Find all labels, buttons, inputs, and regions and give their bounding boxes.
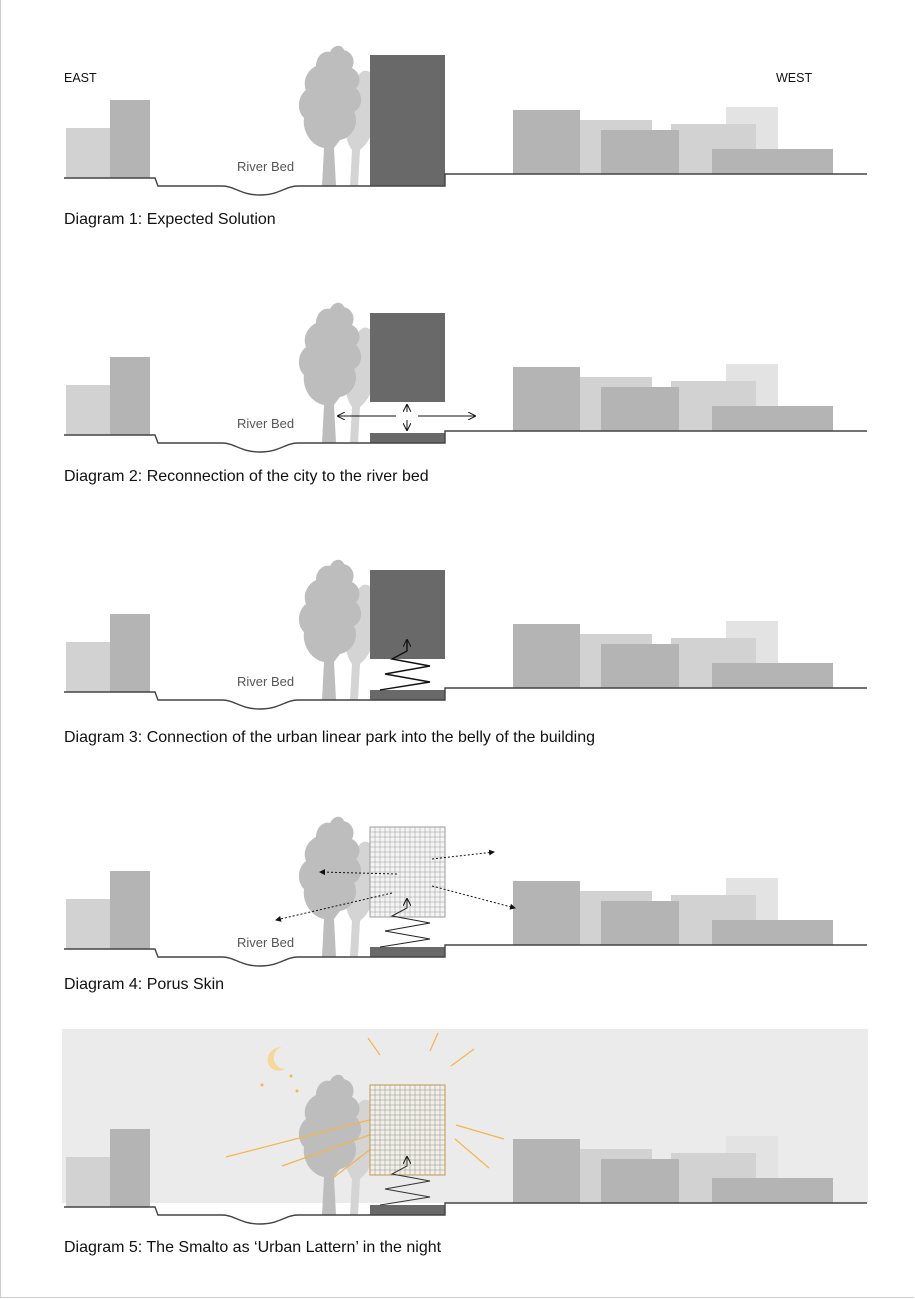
west-building-mid-3 [712,1178,833,1203]
west-building-mid-1 [513,110,580,174]
east-building-tall [110,614,150,692]
east-building-tall [110,357,150,435]
east-building-low [66,128,110,178]
diagram-2 [0,257,915,477]
diagram-1-caption: Diagram 1: Expected Solution [64,211,276,228]
ground-line [64,688,867,709]
east-building-tall [110,871,150,949]
west-building-mid-3 [712,663,833,688]
west-building-mid-1 [513,367,580,431]
diagram-3-caption: Diagram 3: Connection of the urban linear park into the belly of the building [64,729,595,746]
ground-line [64,431,867,452]
tower-upper [370,313,445,402]
river-bed-label: River Bed [237,935,295,950]
river-bed-label: River Bed [237,416,295,431]
west-building-mid-2 [601,901,679,945]
diagram-4-caption: Diagram 4: Porus Skin [64,976,225,993]
west-building-mid-1 [513,624,580,688]
section-drawing-2 [0,257,915,477]
west-building-mid-1 [513,881,580,945]
diagram-5 [0,1029,915,1249]
diagram-2-caption: Diagram 2: Reconnection of the city to the river bed [64,468,429,485]
tower-base [370,433,445,443]
west-building-mid-3 [712,920,833,945]
section-drawing-1 [0,0,915,220]
river-bed-label: River Bed [237,674,295,689]
east-label: EAST [64,71,97,85]
star-icon [296,1090,299,1093]
east-building-low [66,642,110,692]
section-drawing-4 [0,771,915,991]
west-building-mid-2 [601,387,679,431]
west-building-mid-1 [513,1139,580,1203]
ground-line [64,1203,867,1224]
river-bed-label: River Bed [237,159,295,174]
diagram-5-caption: Diagram 5: The Smalto as ‘Urban Lattern’ in the night [64,1239,442,1256]
west-building-mid-2 [601,130,679,174]
tower-solid [370,55,445,186]
tower-base [370,690,445,700]
ground-line [64,174,867,195]
west-label: WEST [776,71,813,85]
diagram-4 [0,771,915,991]
west-building-mid-2 [601,644,679,688]
tower-base [370,947,445,957]
ground-line [64,945,867,966]
east-building-tall [110,100,150,178]
star-icon [261,1084,264,1087]
diagram-1 [0,0,915,220]
tower-base [370,1205,445,1215]
east-building-low [66,385,110,435]
star-icon [290,1075,293,1078]
section-drawing-3 [0,514,915,734]
section-drawing-5 [0,1029,915,1249]
east-building-low [66,899,110,949]
diagram-3 [0,514,915,734]
east-building-low [66,1157,110,1207]
west-building-mid-3 [712,149,833,174]
east-building-tall [110,1129,150,1207]
west-building-mid-3 [712,406,833,431]
west-building-mid-2 [601,1159,679,1203]
